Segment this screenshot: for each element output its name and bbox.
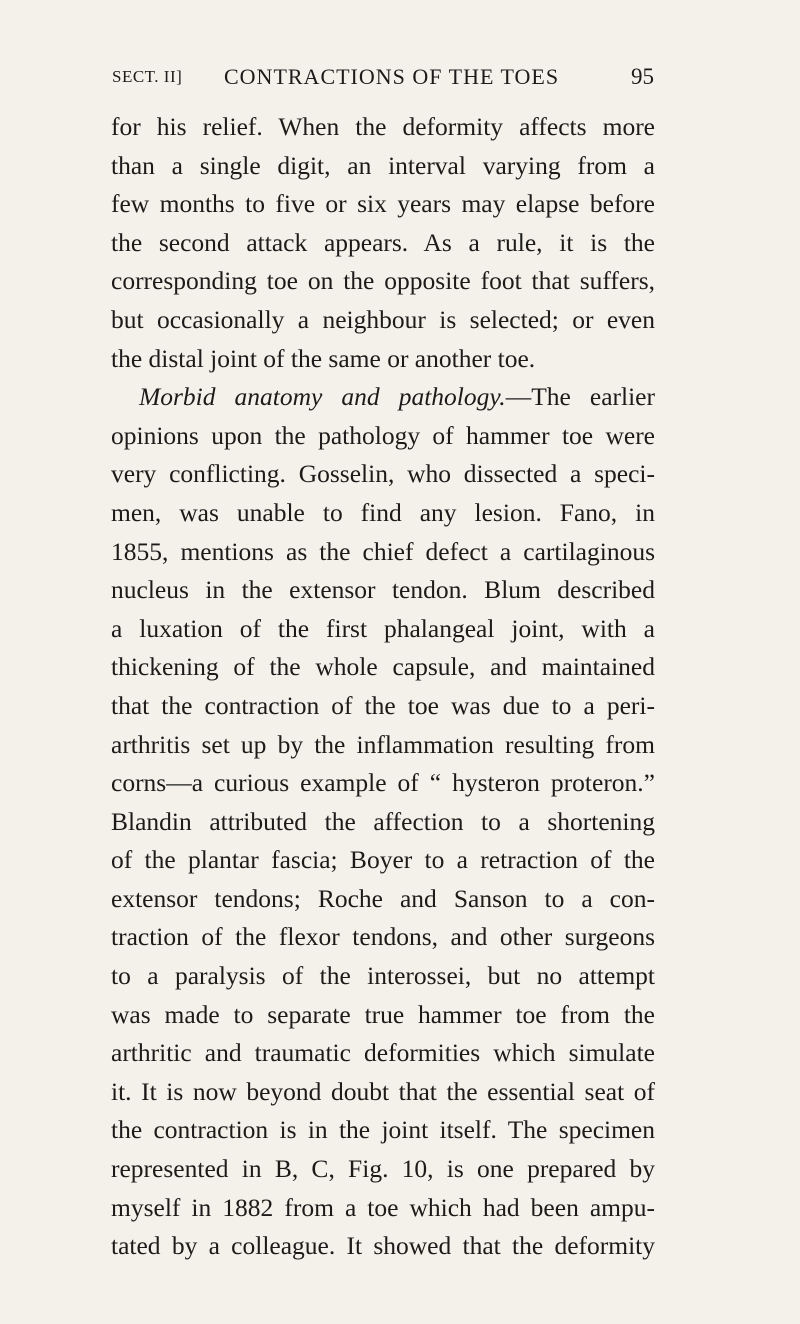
text-line: 1855, mentions as the chief defect a cartilaginous	[111, 536, 655, 566]
text-line: than a single digit, an interval varying from a	[111, 150, 655, 180]
page-number: 95	[631, 64, 654, 89]
text-line: but occasionally a neighbour is selected; or even	[111, 304, 655, 334]
text-line: arthritis set up by the inflammation resulting from	[111, 729, 655, 759]
text-line: corns—a curious example of “ hysteron proteron.”	[111, 768, 655, 798]
text-line: few months to five or six years may elapse before	[111, 189, 655, 219]
text-line: nucleus in the extensor tendon. Blum described	[111, 575, 655, 605]
text-line: was made to separate true hammer toe from the	[111, 999, 655, 1029]
text-line: that the contraction of the toe was due to a peri-	[111, 690, 655, 720]
text-line: extensor tendons; Roche and Sanson to a con-	[111, 883, 655, 913]
text-line: traction of the flexor tendons, and other surgeons	[111, 922, 655, 952]
text-line: the contraction is in the joint itself. The specimen	[111, 1115, 655, 1145]
body-text	[111, 108, 655, 1266]
text-line: very conflicting. Gosselin, who dissected a speci-	[111, 459, 655, 489]
chapter-title: CONTRACTIONS OF THE TOES	[224, 64, 560, 89]
text-line: to a paralysis of the interossei, but no attempt	[111, 961, 655, 991]
text-line: a luxation of the first phalangeal joint, with a	[111, 613, 655, 643]
section-heading-line	[111, 378, 655, 417]
text-line: represented in B, C, Fig. 10, is one prepared by	[111, 1154, 655, 1184]
running-head	[112, 62, 654, 92]
text-line: for his relief. When the deformity affects more	[111, 112, 655, 141]
text-line: myself in 1882 from a toe which had been ampu-	[111, 1192, 655, 1222]
text-line: Blandin attributed the affection to a shortening	[111, 806, 655, 836]
text-line: men, was unable to find any lesion. Fano, in	[111, 497, 655, 527]
heading-continuation: —The earlier	[505, 382, 655, 412]
text-line: the distal joint of the same or another toe.	[111, 343, 536, 373]
text-line: it. It is now beyond doubt that the essential seat of	[111, 1076, 655, 1106]
text-line: arthritic and traumatic deformities which simulate	[111, 1038, 655, 1068]
text-line: opinions upon the pathology of hammer toe were	[111, 420, 655, 450]
section-heading: Morbid anatomy and pathology.	[139, 382, 506, 412]
text-line: the second attack appears. As a rule, it is the	[111, 227, 655, 257]
text-line: of the plantar fascia; Boyer to a retraction of the	[111, 845, 655, 875]
text-line: corresponding toe on the opposite foot that suffers,	[111, 266, 655, 296]
text-line: tated by a colleague. It showed that the deformity	[111, 1231, 655, 1261]
text-line: thickening of the whole capsule, and maintained	[111, 652, 655, 682]
section-label: SECT. II]	[112, 67, 183, 86]
